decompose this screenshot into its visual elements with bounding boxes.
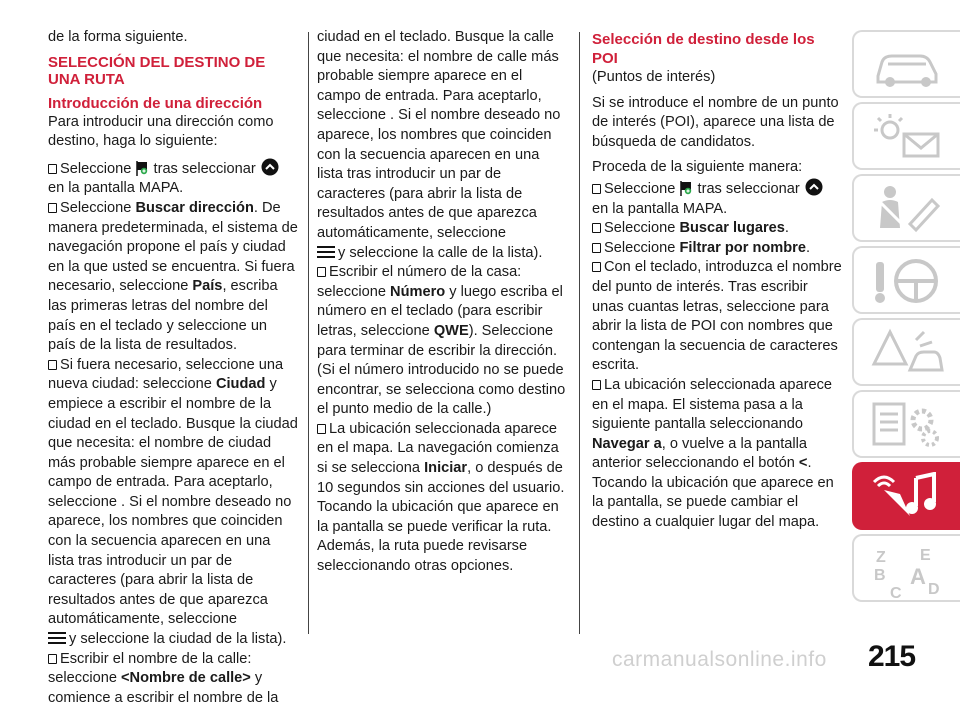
steering-wheel-icon bbox=[870, 256, 946, 306]
step-item: Escribir el nombre de la calle: seleccione <Nombre de calle> y comience a escribir el nombre de la bbox=[48, 650, 279, 706]
index-letter: C bbox=[890, 585, 902, 600]
column-1 bbox=[48, 28, 298, 708]
tab-emergency[interactable] bbox=[852, 318, 960, 386]
chevron-up-icon bbox=[805, 178, 823, 196]
address-intro: Para introducir una dirección como destino, haga lo siguiente: bbox=[48, 113, 274, 150]
column-divider bbox=[579, 32, 580, 634]
step-item: Seleccione Buscar dirección. De manera predeterminada, el sistema de navegación propone el país y ciudad en la que usted se encuentra. Si fuera necesario, seleccione País, escriba las primeras letras del nombre del país en el teclado y seleccione un país de la lista de resultados. bbox=[48, 199, 298, 354]
step-item: Escribir el número de la casa: seleccione Número y luego escriba el número en el teclado (para escribir letras, seleccione QWE). Seleccione para terminar de escribir la dirección. (Si el número introducido no se puede encontrar, se selecciona como destino el punto medio de la calle.) bbox=[317, 264, 566, 418]
watermark: carmanualsonline.info bbox=[612, 648, 827, 671]
poi-subtitle: (Puntos de interés) bbox=[592, 69, 716, 85]
bullet-box-icon bbox=[317, 424, 326, 434]
step-item: Seleccione Filtrar por nombre. bbox=[592, 239, 842, 259]
index-letter: A bbox=[910, 564, 926, 589]
seatbelt-icon bbox=[870, 184, 946, 234]
multimedia-icon bbox=[870, 472, 946, 522]
step-item: La ubicación seleccionada aparece en el mapa. La navegación comienza si se selecciona Iniciar, o después de 10 segundos sin acciones del usuario. Tocando la ubicación que aparece en la pantalla se puede verificar la ruta. Además, la ruta puede revisarse seleccionando otras opciones. bbox=[317, 420, 565, 575]
column-2 bbox=[317, 28, 567, 577]
bullet-box-icon bbox=[592, 184, 601, 194]
index-letter: Z bbox=[876, 549, 886, 566]
poi-intro: Si se introduce el nombre de un punto de interés (POI), aparece una lista de búsqueda de candidatos. bbox=[592, 94, 839, 150]
tab-index[interactable] bbox=[852, 534, 960, 602]
index-letter: B bbox=[874, 567, 886, 584]
chevron-up-icon bbox=[261, 158, 279, 176]
step-item: La ubicación seleccionada aparece en el mapa. El sistema pasa a la siguiente pantalla seleccionando Navegar a, o vuelve a la pantalla anterior seleccionando el botón <. Tocando la ubicación que aparece en la pantalla, se puede cambiar el destino a cualquier lugar del mapa. bbox=[592, 376, 834, 531]
section-heading-route-destination: SELECCIÓN DEL DESTINO DE UNA RUTA bbox=[48, 53, 266, 88]
step-item: Seleccione Buscar lugares. bbox=[592, 219, 842, 239]
index-letter: E bbox=[920, 547, 931, 564]
step-item: Si fuera necesario, seleccione una nueva ciudad: seleccione Ciudad y empiece a escribir el nombre de la ciudad en el teclado. Busque la ciudad que necesita: el nombre de ciudad más probable siempre aparece en el campo de entrada. Para aceptarlo, seleccione . Si el nombre deseado no aparece, los nombres que coinciden con la secuencia aparecen en una lista tras introducir un par de caracteres (para abrir la lista de resultados antes de que aparezca automáticamente, seleccione y seleccione la ciudad de la lista). bbox=[48, 356, 298, 648]
index-icon bbox=[870, 544, 946, 600]
car-icon bbox=[870, 40, 946, 90]
bullet-box-icon bbox=[592, 243, 601, 253]
breakdown-icon bbox=[870, 328, 946, 378]
tab-multimedia[interactable] bbox=[852, 462, 960, 530]
column-divider bbox=[308, 32, 309, 634]
bullet-box-icon bbox=[592, 380, 601, 390]
destination-flag-icon bbox=[136, 161, 148, 176]
bullet-box-icon bbox=[48, 203, 57, 213]
tab-safety[interactable] bbox=[852, 174, 960, 242]
street-continuation: ciudad en el teclado. Busque la calle que necesita: el nombre de calle más probable siempre aparece en el campo de entrada. Para aceptarlo, seleccione . Si el nombre deseado no aparece, los nombres que coinciden con la secuencia aparecen en una lista tras introducir un par de caracteres (para abrir la lista de resultados antes de que aparezca automáticamente, seleccione y seleccione la calle de la lista). bbox=[317, 29, 561, 261]
intro-text: de la forma siguiente. bbox=[48, 29, 188, 45]
step-item: Seleccione tras seleccionar en la pantalla MAPA. bbox=[592, 178, 842, 219]
proceed-text: Proceda de la siguiente manera: bbox=[592, 159, 803, 176]
bullet-box-icon bbox=[592, 262, 601, 272]
bullet-box-icon bbox=[48, 654, 57, 664]
tab-warning-lights[interactable] bbox=[852, 102, 960, 170]
menu-icon bbox=[317, 245, 335, 259]
service-icon bbox=[870, 400, 946, 450]
step-item: Con el teclado, introduzca el nombre del punto de interés. Tras escribir unas cuantas letras, seleccione para abrir la lista de POI con nombres que contengan la secuencia de caracteres escrita. bbox=[592, 259, 842, 374]
destination-flag-icon bbox=[680, 181, 692, 196]
column-3 bbox=[592, 30, 842, 533]
bullet-box-icon bbox=[592, 223, 601, 233]
tab-vehicle[interactable] bbox=[852, 30, 960, 98]
index-letter: D bbox=[928, 581, 940, 598]
warning-lights-icon bbox=[870, 112, 946, 162]
tab-maintenance[interactable] bbox=[852, 390, 960, 458]
bullet-box-icon bbox=[317, 267, 326, 277]
bullet-box-icon bbox=[48, 164, 57, 174]
subheading-poi: Selección de destino desde los POI bbox=[592, 31, 815, 67]
subheading-address-entry: Introducción de una dirección bbox=[48, 94, 263, 112]
tab-driving[interactable] bbox=[852, 246, 960, 314]
menu-icon bbox=[48, 631, 66, 645]
page-number: 215 bbox=[868, 640, 916, 673]
step-item: Seleccione tras seleccionar en la pantalla MAPA. bbox=[48, 158, 298, 199]
bullet-box-icon bbox=[48, 360, 57, 370]
